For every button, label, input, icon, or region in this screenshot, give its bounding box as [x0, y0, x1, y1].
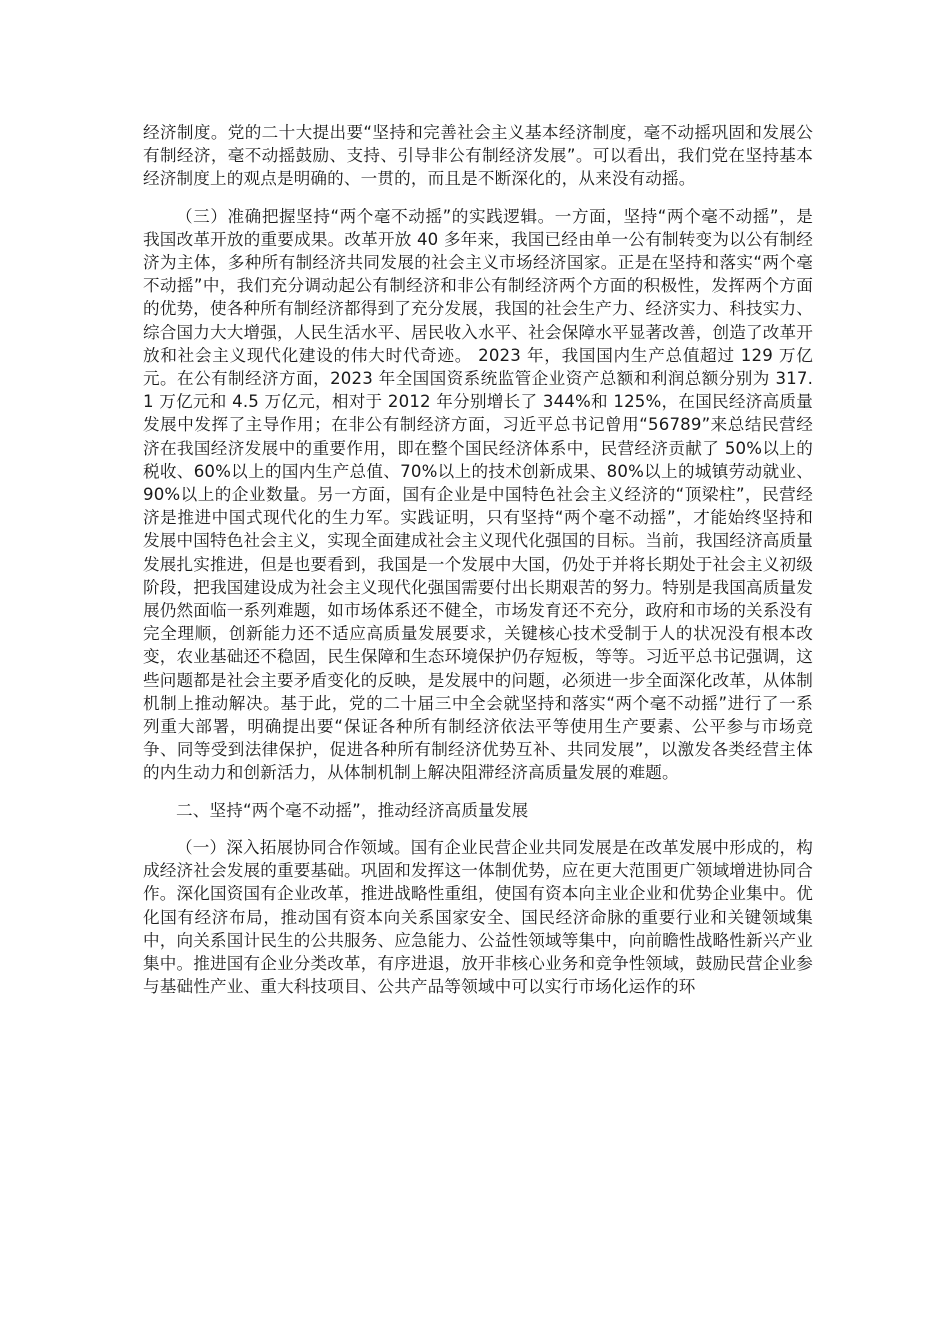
paragraph-continuation: 经济制度。党的二十大提出要“坚持和完善社会主义基本经济制度，毫不动摇巩固和发展公有制经济，毫不动摇鼓励、支持、引导非公有制经济发展”。可以看出，我们党在坚持基本经济制度上的观点是明确的、一贯的，而且是不断深化的，从来没有动摇。 [143, 123, 813, 189]
paragraph-subsection-1: （一）深入拓展协同合作领域。国有企业民营企业共同发展是在改革发展中形成的，构成经济社会发展的重要基础。巩固和发挥这一体制优势，应在更大范围更广领域增进协同合作。深化国资国有企业改革，推进战略性重组，使国有资本向主业企业和优势企业集中。优化国有经济布局，推动国有资本向关系国家安全、国民经济命脉的重要行业和关键领域集中，向关系国计民生的公共服务、应急能力、公益性领域等集中，向前瞻性战略性新兴产业集中。推进国有企业分类改革，有序进退，放开非核心业务和竞争性领域，鼓励民营企业参与基础性产业、重大科技项目、公共产品等领域中可以实行市场化运作的环 [143, 837, 813, 997]
paragraph-section-3: （三）准确把握坚持“两个毫不动摇”的实践逻辑。一方面，坚持“两个毫不动摇”，是我国改革开放的重要成果。改革开放 40 多年来，我国已经由单一公有制转变为以公有制经济为主体，多种所有制经济共同发展的社会主义市场经济国家。正是在坚持和落实“两个毫不动摇”中，我们充分调动起公有制经济和非公有制经济两个方面的积极性，发挥两个方面的优势，使各种所有制经济都得到了充分发展，我国的社会生产力、经济实力、科技实力、综合国力大大增强，人民生活水平、居民收入水平、社会保障水平显著改善，创造了改革开放和社会主义现代化建设的伟大时代奇迹。 2023 年，我国国内生产总值超过 129 万亿元。在公有制经济方面，2023 年全国国资系统监管企业资产总额和利润总额分别为 317.1 万亿元和 4.5 万亿元，相对于 2012 年分别增长了 344%和 125%，在国民经济高质量发展中发挥了主导作用；在非公有制经济方面，习近平总书记曾用“56789”来总结民营经济在我国经济发展中的重要作用，即在整个国民经济体系中，民营经济贡献了 50%以上的税收、60%以上的国内生产总值、70%以上的技术创新成果、80%以上的城镇劳动就业、90%以上的企业数量。另一方面，国有企业是中国特色社会主义经济的“顶梁柱”，民营经济是推进中国式现代化的生力军。实践证明，只有坚持“两个毫不动摇”，才能始终坚持和发展中国特色社会主义，实现全面建成社会主义现代化强国的目标。当前，我国经济高质量发展扎实推进，但是也要看到，我国是一个发展中大国，仍处于并将长期处于社会主义初级阶段，把我国建设成为社会主义现代化强国需要付出长期艰苦的努力。特别是我国高质量发展仍然面临一系列难题，如市场体系还不健全，市场发育还不充分，政府和市场的关系没有完全理顺，创新能力还不适应高质量发展要求，关键核心技术受制于人的状况没有根本改变，农业基础还不稳固，民生保障和生态环境保护仍存短板，等等。习近平总书记强调，这些问题都是社会主要矛盾变化的反映，是发展中的问题，必须进一步全面深化改革，从体制机制上推动解决。基于此，党的二十届三中全会就坚持和落实“两个毫不动摇”进行了一系列重大部署，明确提出要“保证各种所有制经济依法平等使用生产要素、公平参与市场竞争、同等受到法律保护，促进各种所有制经济优势互补、共同发展”，以激发各类经营主体的内生动力和创新活力，从体制机制上解决阻滞经济高质量发展的难题。 [143, 206, 813, 783]
section-heading: 二、坚持“两个毫不动摇”，推动经济高质量发展 [176, 800, 529, 820]
document-page [143, 121, 813, 998]
